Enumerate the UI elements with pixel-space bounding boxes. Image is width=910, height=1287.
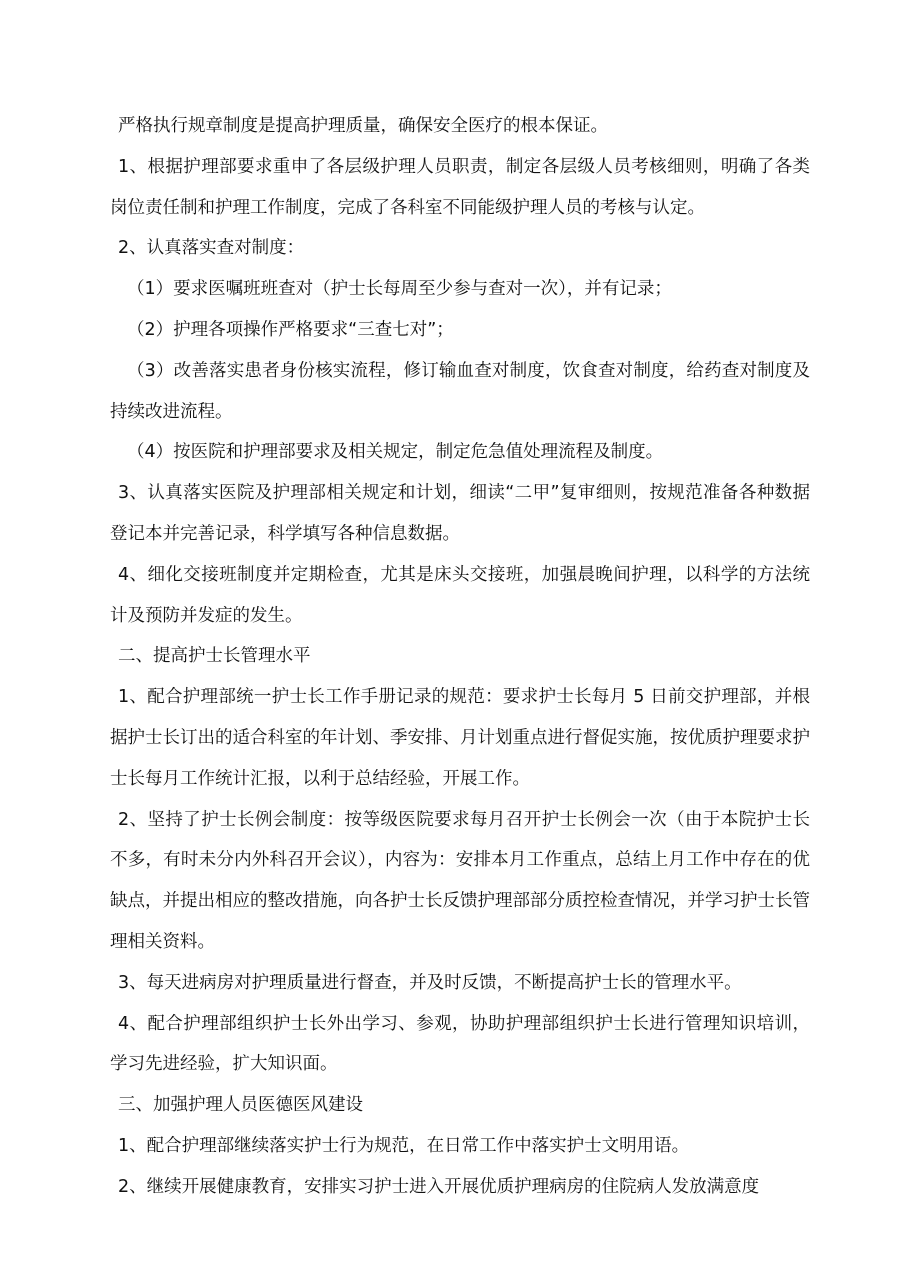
body-paragraph: 2、继续开展健康教育，安排实习护士进入开展优质护理病房的住院病人发放满意度 <box>118 1176 760 1197</box>
body-paragraph: 三、加强护理人员医德医风建设 <box>118 1095 363 1116</box>
body-paragraph: 二、提高护士长管理水平 <box>118 646 311 667</box>
sub-item-paragraph: （2）护理各项操作严格要求“三查七对”； <box>127 319 454 340</box>
body-paragraph: 1、根据护理部要求重申了各层级护理人员职责，制定各层级人员考核细则，明确了各类岗位责任制和护理工作制度，完成了各科室不同能级护理人员的考核与认定。 <box>110 156 810 218</box>
body-paragraph: 4、配合护理部组织护士长外出学习、参观，协助护理部组织护士长进行管理知识培训，学习先进经验，扩大知识面。 <box>110 1013 810 1075</box>
body-paragraph: 3、认真落实医院及护理部相关规定和计划，细读“二甲”复审细则，按规范准备各种数据登记本并完善记录，科学填写各种信息数据。 <box>110 483 810 544</box>
sub-item-paragraph: （3）改善落实患者身份核实流程，修订输血查对制度，饮食查对制度，给药查对制度及持续改进流程。 <box>110 360 810 422</box>
body-paragraph: 1、配合护理部统一护士长工作手册记录的规范：要求护士长每月 5 日前交护理部，并根据护士长订出的适合科室的年计划、季安排、月计划重点进行督促实施，按优质护理要求护士长每月工作统计汇报，以利于总结经验，开展工作。 <box>110 687 810 789</box>
document-page <box>110 106 810 1208</box>
sub-item-paragraph: （1）要求医嘱班班查对（护士长每周至少参与查对一次），并有记录； <box>127 279 672 300</box>
body-paragraph: 2、坚持了护士长例会制度：按等级医院要求每月召开护士长例会一次（由于本院护士长不多，有时未分内外科召开会议），内容为：安排本月工作重点，总结上月工作中存在的优缺点，并提出相应的整改措施，向各护士长反馈护理部部分质控检查情况，并学习护士长管理相关资料。 <box>110 809 810 952</box>
body-paragraph: 1、配合护理部继续落实护士行为规范，在日常工作中落实护士文明用语。 <box>118 1135 690 1156</box>
body-paragraph: 4、细化交接班制度并定期检查，尤其是床头交接班，加强晨晚间护理，以科学的方法统计及预防并发症的发生。 <box>110 564 810 626</box>
sub-item-paragraph: （4）按医院和护理部要求及相关规定，制定危急值处理流程及制度。 <box>127 442 664 463</box>
body-paragraph: 2、认真落实查对制度： <box>118 238 305 259</box>
body-paragraph: 严格执行规章制度是提高护理质量，确保安全医疗的根本保证。 <box>118 116 608 136</box>
body-paragraph: 3、每天进病房对护理质量进行督查，并及时反馈，不断提高护士长的管理水平。 <box>118 972 742 993</box>
